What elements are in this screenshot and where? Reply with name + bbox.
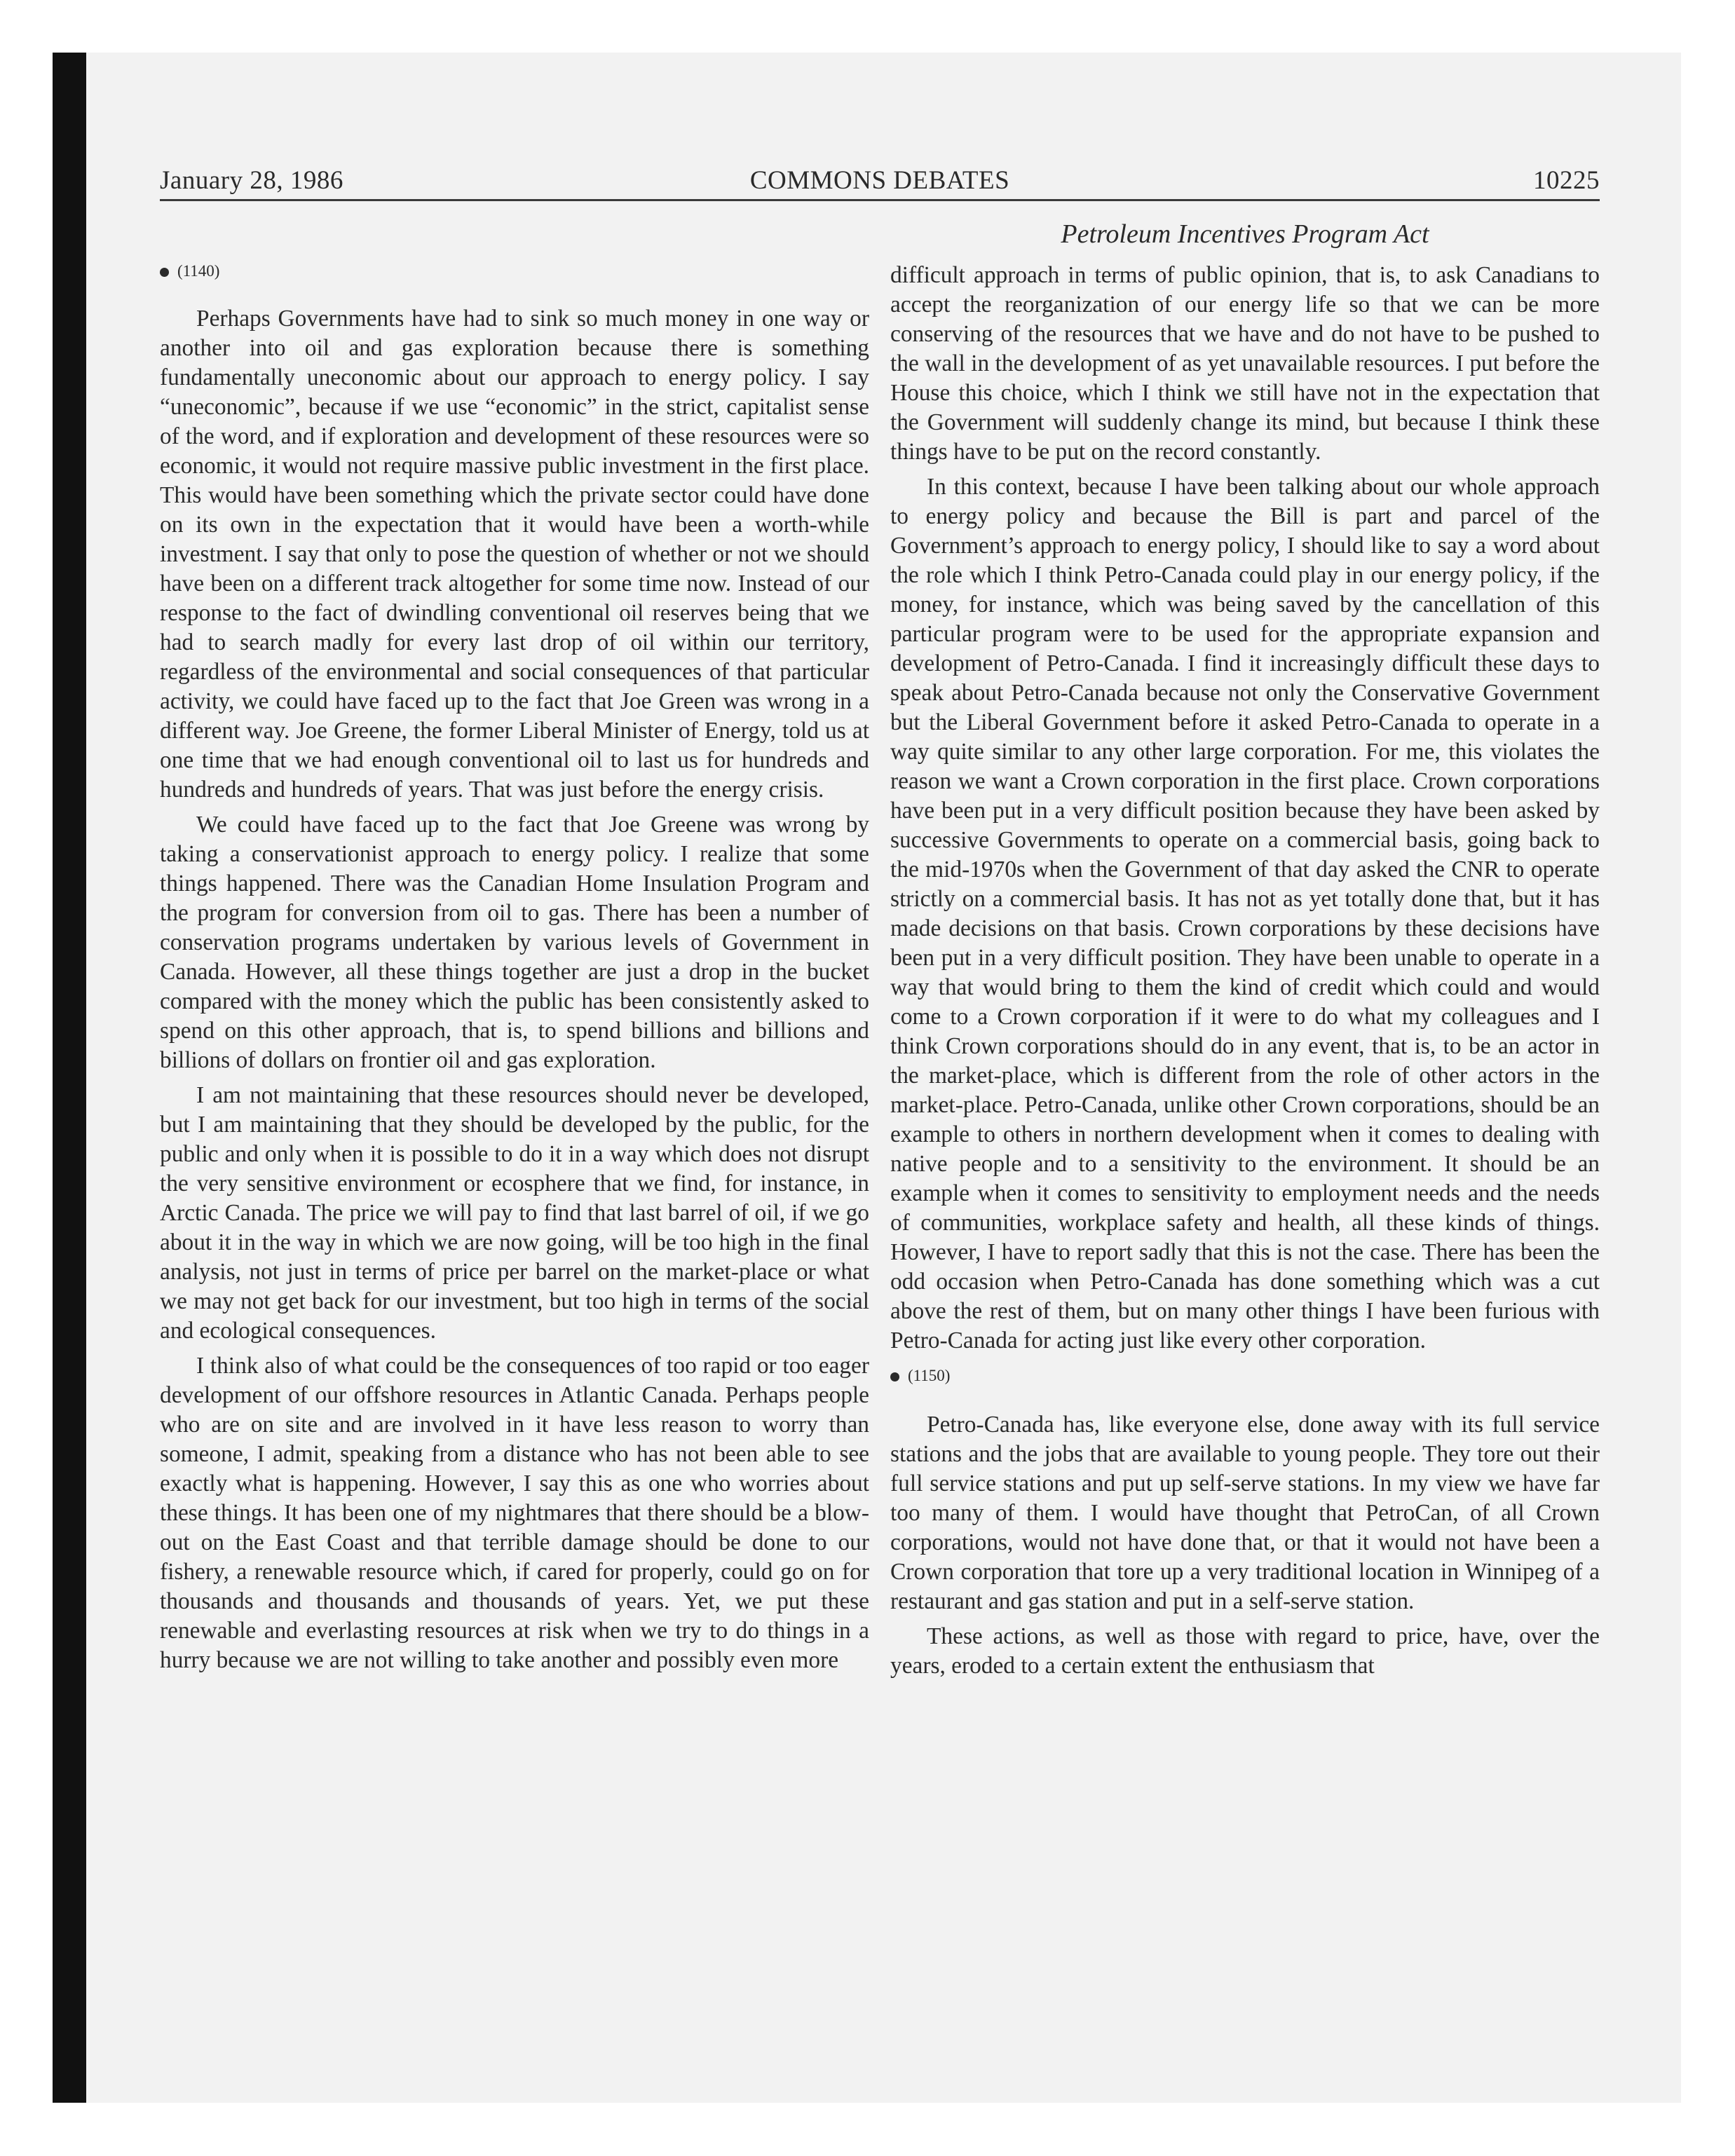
section-subtitle: Petroleum Incentives Program Act — [1061, 219, 1429, 249]
bullet-icon — [890, 1372, 899, 1381]
paragraph: Perhaps Governments have had to sink so much money in one way or another into oil and gas exploration because there is something fundamentally uneconomic about our approach to energy policy. I say “uneconomic”, because if we use “economic” in the strict, capitalist sense of the word, and if exploration and development of these resources were so economic, it would not require massive public investment in the first place. This would have been something which the private sector could have done on its own in the expectation that it would have been a worth-while investment. I say that only to pose the question of whether or not we should have been on a different track altogether for some time now. Instead of our response to the fact of dwindling conventional oil reserves being that we had to search madly for every last drop of oil within our territory, regardless of the environmental and social consequences of that particular activity, we could have faced up to the fact that Joe Green was wrong in a different way. Joe Greene, the former Liberal Minister of Energy, told us at one time that we had enough conventional oil to last us for hundreds and hundreds and hundreds of years. That was just before the energy crisis. — [160, 306, 869, 803]
paragraph-continued: difficult approach in terms of public opinion, that is, to ask Canadians to accept the reorganization of our energy life so that we can be more conserving of the resources that we have and do not have to be pushed to the wall in the development of as yet unavailable resources. I put before the House this choice, which I think we still have not in the expectation that the Government will suddenly change its mind, but because I think these things have to be put on the record constantly. — [890, 262, 1600, 465]
header-page-number: 10225 — [1533, 166, 1600, 195]
time-marker — [160, 257, 869, 286]
paragraph: In this context, because I have been talking about our whole approach to energy policy and because the Bill is part and parcel of the Government’s approach to energy policy, I should like to say a word about the role which I think Petro-Canada could play in our energy policy, if the money, for instance, which was being saved by the cancellation of this particular program were to be used for the appropriate expansion and development of Petro-Canada. I find it increasingly difficult these days to speak about Petro-Canada because not only the Conservative Government but the Liberal Government before it asked Petro-Canada to operate in a way quite similar to any other large corporation. For me, this violates the reason we want a Crown corporation in the first place. Crown corporations have been put in a very difficult position because they have been asked by successive Governments to operate on a commercial basis, going back to the mid-1970s when the Government of that day asked the CNR to operate strictly on a commercial basis. It has not as yet totally done that, but it has made decisions on that basis. Crown corporations by these decisions have been put in a very difficult position. They have been unable to operate in a way that would bring to them the kind of credit which could and would come to a Crown corporation if it were to do what my colleagues and I think Crown corporations should do in any event, that is, to be an actor in the market-place, which is different from the role of other actors in the market-place. Petro-Canada, unlike other Crown corporations, should be an example to others in northern development when it comes to dealing with native people and to a sensitivity to the environment. It should be an example when it comes to sensitivity to employment needs and the needs of communities, workplace safety and health, all these kinds of things. However, I have to report sadly that this is not the case. There has been the odd occasion when Petro-Canada has done something which was a cut above the rest of them, but on many other things I have been furious with Petro-Canada for acting just like every other corporation. — [890, 474, 1600, 1353]
header-date: January 28, 1986 — [160, 166, 343, 195]
left-column — [160, 257, 869, 1681]
header-publication-title: COMMONS DEBATES — [749, 166, 1010, 195]
paragraph: Petro-Canada has, like everyone else, done away with its full service stations and the jobs that are available to young people. They tore out their full service stations and put up self-serve stations. In my view we have far too many of them. I would have thought that PetroCan, of all Crown corporations, would not have done that, or that it would not have been a Crown corporation that tore up a very traditional location in Winnipeg of a restaurant and gas station and put in a self-serve station. — [890, 1412, 1600, 1614]
paragraph: These actions, as well as those with regard to price, have, over the years, eroded to a certain extent the enthusiasm that — [890, 1623, 1600, 1679]
bullet-icon — [160, 268, 169, 277]
time-marker — [890, 1361, 1600, 1391]
paragraph: I think also of what could be the consequences of too rapid or too eager development of our offshore resources in Atlantic Canada. Perhaps people who are on site and are involved in it have less reason to worry than someone, I admit, speaking from a distance who has not been able to see exactly what is happening. However, I say this as one who worries about these things. It has been one of my nightmares that there should be a blow-out on the East Coast and that terrible damage should be done to our fishery, a renewable resource which, if cared for properly, could go on for thousands and thousands and thousands of years. Yet, we put these renewable and everlasting resources at risk when we try to do things in a hurry because we are not willing to take another and possibly even more — [160, 1353, 869, 1673]
binding-edge — [53, 53, 86, 2103]
time-marker-label: (1140) — [177, 262, 220, 280]
paragraph: We could have faced up to the fact that Joe Greene was wrong by taking a conservationist approach to energy policy. I realize that some things happened. There was the Canadian Home Insulation Program and the program for conversion from oil to gas. There has been a number of conservation programs undertaken by various levels of Government in Canada. However, all these things together are just a drop in the bucket compared with the money which the public has been consistently asked to spend on this other approach, that is, to spend billions and billions and billions of dollars on frontier oil and gas exploration. — [160, 812, 869, 1073]
paragraph: I am not maintaining that these resources should never be developed, but I am maintaining that they should be developed by the public, for the public and only when it is possible to do it in a way which does not disrupt the very sensitive environment or ecosphere that we find, for instance, in Arctic Canada. The price we will pay to find that last barrel of oil, if we go about it in the way in which we are now going, will be too high in the final analysis, not just in terms of price per barrel on the market-place or what we may not get back for our investment, but too high in terms of the social and ecological consequences. — [160, 1082, 869, 1344]
time-marker-label: (1150) — [908, 1367, 951, 1384]
running-header — [160, 156, 1600, 201]
right-column — [890, 261, 1600, 1686]
